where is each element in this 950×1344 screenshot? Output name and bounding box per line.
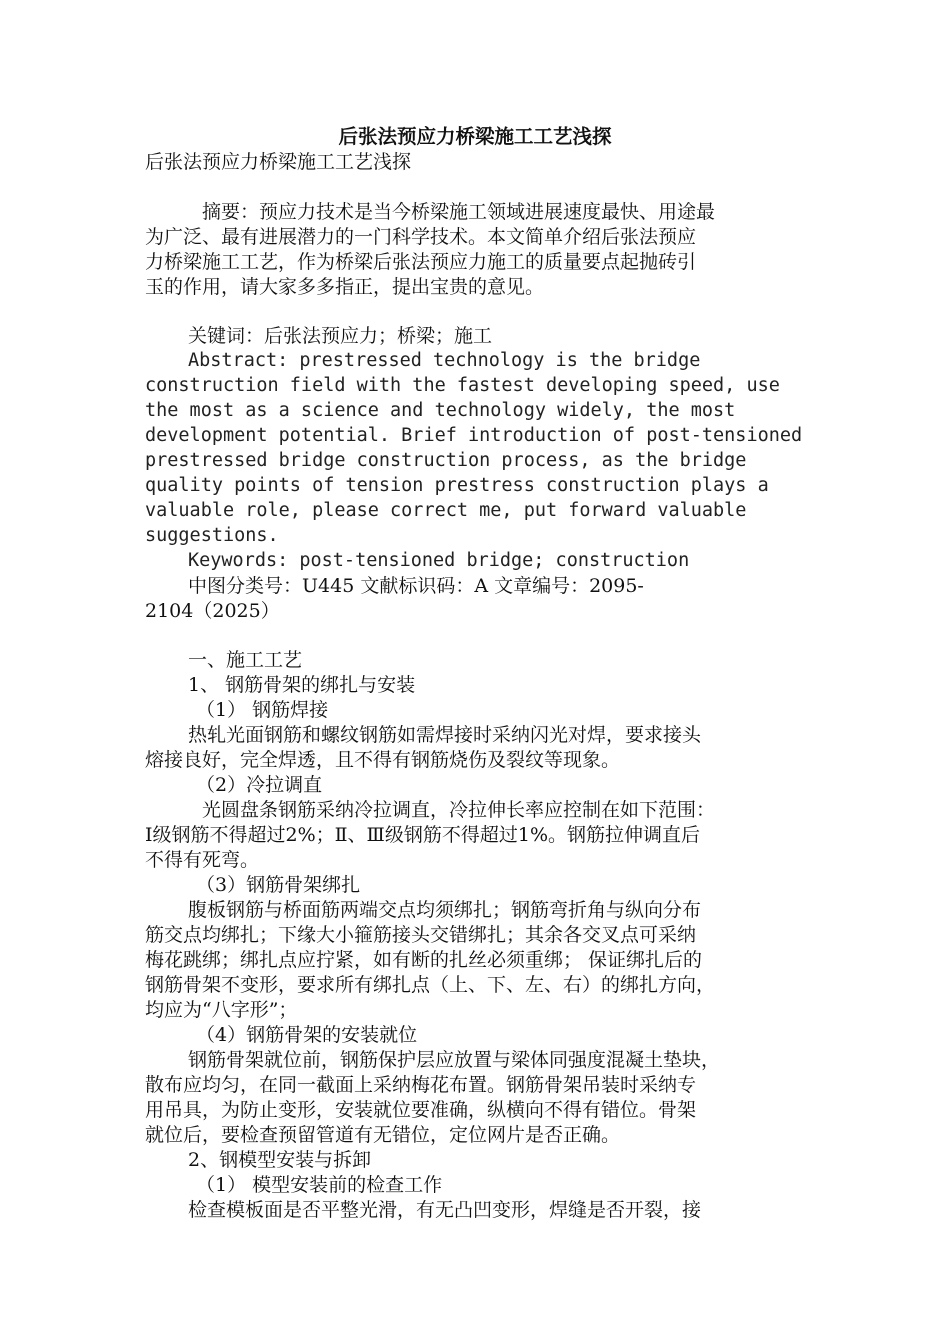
body-line: 钢筋骨架不变形，要求所有绑扎点（上、下、左、右）的绑扎方向， xyxy=(145,974,716,996)
body-line: 热轧光面钢筋和螺纹钢筋如需焊接时采纳闪光对焊，要求接头 xyxy=(188,724,702,746)
body-line: 用吊具，为防止变形，安装就位要准确，纵横向不得有错位。骨架 xyxy=(145,1099,697,1121)
body-line: 散布应均匀，在同一截面上采纳梅花布置。钢筋骨架吊装时采纳专 xyxy=(145,1074,697,1096)
item-heading: （2）冷拉调直 xyxy=(196,774,323,796)
abstract-en-line: valuable role, please correct me, put forward valuable xyxy=(145,500,747,521)
abstract-en-line: quality points of tension prestress construction plays a xyxy=(145,475,769,496)
body-line: 不得有死弯。 xyxy=(145,849,260,871)
abstract-en-line: the most as a science and technology widely, the most xyxy=(145,400,736,421)
abstract-cn-line: 力桥梁施工工艺，作为桥梁后张法预应力施工的质量要点起抛砖引 xyxy=(145,251,697,273)
item-heading: （1） 钢筋焊接 xyxy=(196,699,329,721)
body-line: 检查模板面是否平整光滑，有无凸凹变形，焊缝是否开裂，接 xyxy=(188,1199,702,1221)
body-line: Ⅰ级钢筋不得超过2%；Ⅱ、Ⅲ级钢筋不得超过1%。钢筋拉伸调直后 xyxy=(145,824,701,846)
item-heading: （1） 模型安装前的检查工作 xyxy=(196,1174,443,1196)
document-subtitle: 后张法预应力桥梁施工工艺浅探 xyxy=(145,151,412,173)
body-line: 熔接良好，完全焊透，且不得有钢筋烧伤及裂纹等现象。 xyxy=(145,749,621,771)
classification-line: 中图分类号：U445 文献标识码：A 文章编号：2095- xyxy=(188,575,644,597)
item-heading: （3）钢筋骨架绑扎 xyxy=(196,874,361,896)
body-line: 筋交点均绑扎；下缘大小箍筋接头交错绑扎；其余各交叉点可采纳 xyxy=(145,924,697,946)
abstract-en-line: suggestions. xyxy=(145,525,279,546)
keywords-en: Keywords: post-tensioned bridge; construction xyxy=(188,550,690,571)
body-line: 钢筋骨架就位前，钢筋保护层应放置与梁体同强度混凝土垫块， xyxy=(188,1049,721,1071)
body-line: 腹板钢筋与桥面筋两端交点均须绑扎；钢筋弯折角与纵向分布 xyxy=(188,899,702,921)
abstract-cn-line: 为广泛、最有进展潜力的一门科学技术。本文简单介绍后张法预应 xyxy=(145,226,697,248)
body-line: 均应为“八字形”； xyxy=(145,999,298,1021)
subsection-heading: 1、 钢筋骨架的绑扎与安装 xyxy=(188,674,416,696)
body-line: 就位后，要检查预留管道有无错位，定位网片是否正确。 xyxy=(145,1124,621,1146)
document-title: 后张法预应力桥梁施工工艺浅探 xyxy=(338,125,612,148)
abstract-en-line: prestressed bridge construction process, as the bridge xyxy=(145,450,747,471)
subsection-heading: 2、钢模型安装与拆卸 xyxy=(188,1149,372,1171)
keywords-cn: 关键词：后张法预应力；桥梁；施工 xyxy=(188,325,493,347)
abstract-cn-line: 玉的作用，请大家多多指正，提出宝贵的意见。 xyxy=(145,276,545,298)
abstract-en-line: Abstract: prestressed technology is the bridge xyxy=(188,350,701,371)
section-heading: 一、施工工艺 xyxy=(188,649,303,671)
abstract-en-line: development potential. Brief introduction of post-tensioned xyxy=(145,425,803,446)
body-line: 光圆盘条钢筋采纳冷拉调直，冷拉伸长率应控制在如下范围： xyxy=(202,799,716,821)
abstract-en-line: construction field with the fastest developing speed, use xyxy=(145,375,780,396)
abstract-cn-line: 摘要：预应力技术是当今桥梁施工领域进展速度最快、用途最 xyxy=(202,201,716,223)
body-line: 梅花跳绑；绑扎点应拧紧，如有断的扎丝必须重绑； 保证绑扎后的 xyxy=(145,949,703,971)
classification-line: 2104（2025） xyxy=(145,600,280,622)
item-heading: （4）钢筋骨架的安装就位 xyxy=(196,1024,418,1046)
